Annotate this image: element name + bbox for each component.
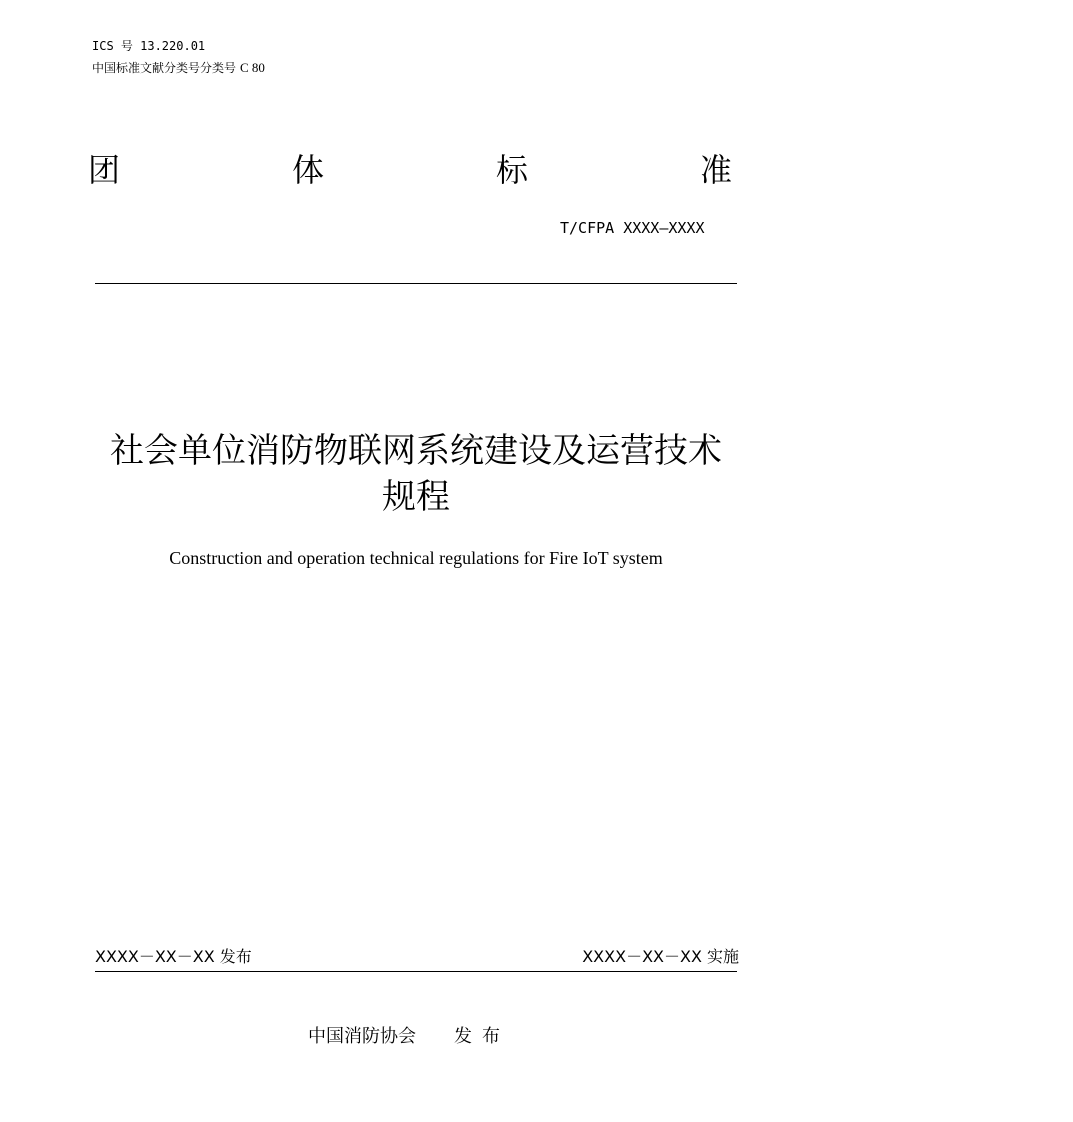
ccs-label: 中国标准文献分类号分类号 (92, 61, 237, 75)
publisher-action: 发布 (454, 1026, 510, 1047)
title-line-2: 规程 (382, 477, 450, 517)
ccs-code: C 80 (240, 60, 265, 75)
top-divider (95, 283, 737, 284)
standard-type-char: 团 (88, 151, 121, 189)
ccs-classification (92, 60, 265, 76)
publisher-line (308, 1025, 510, 1049)
standard-type-char: 标 (495, 151, 528, 189)
standard-number: T/CFPA XXXX—XXXX (560, 219, 705, 237)
standard-type-char: 准 (699, 151, 732, 189)
standard-type-heading (88, 150, 732, 190)
title-line-1: 社会单位消防物联网系统建设及运营技术 (110, 431, 722, 471)
issue-date: XXXX－XX－XX 发布 (95, 947, 252, 966)
implementation-date: XXXX－XX－XX 实施 (582, 947, 739, 966)
publisher-name: 中国消防协会 (308, 1026, 416, 1047)
standard-type-char: 体 (291, 151, 324, 189)
bottom-divider (95, 971, 737, 972)
document-title-zh (95, 428, 737, 520)
document-title-en: Construction and operation technical regulations for Fire IoT system (169, 548, 663, 568)
ics-number: ICS 号 13.220.01 (92, 39, 206, 53)
